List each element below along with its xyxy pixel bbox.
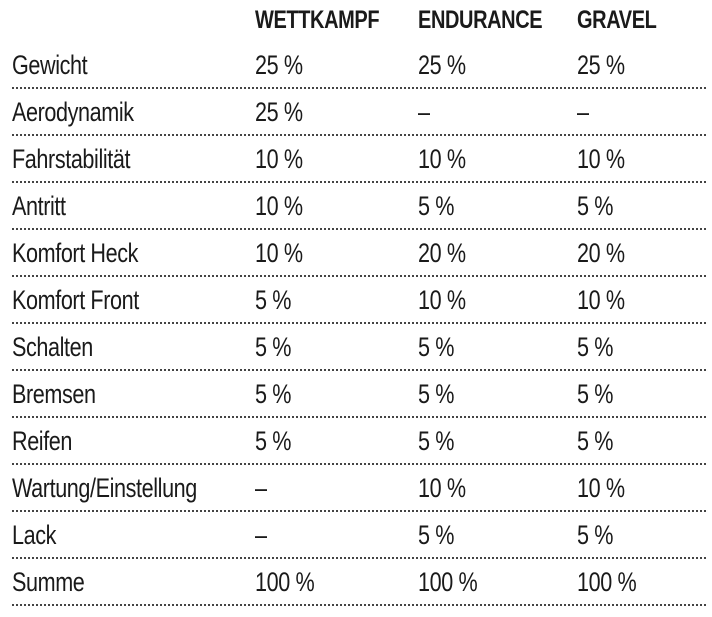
row-label: Reifen	[12, 426, 73, 456]
wettkampf-value: 10 %	[255, 238, 303, 268]
row-label: Komfort Front	[12, 285, 139, 315]
wettkampf-value: –	[255, 520, 267, 550]
row-label: Aerodynamik	[12, 97, 134, 127]
gravel-value: 5 %	[577, 379, 614, 409]
gravel-value: 10 %	[577, 144, 625, 174]
wettkampf-value: 10 %	[255, 191, 303, 221]
row-label: Schalten	[12, 332, 93, 362]
table-row	[0, 277, 712, 324]
wettkampf-value: 100 %	[255, 567, 315, 597]
row-label: Bremsen	[12, 379, 96, 409]
table-header	[0, 0, 712, 42]
wettkampf-value: 5 %	[255, 379, 292, 409]
header-wettkampf: WETTKAMPF	[255, 6, 380, 34]
endurance-value: 25 %	[418, 50, 466, 80]
wettkampf-value: 25 %	[255, 97, 303, 127]
endurance-value: 10 %	[418, 144, 466, 174]
row-label: Fahrstabilität	[12, 144, 131, 174]
endurance-value: 20 %	[418, 238, 466, 268]
wettkampf-value: 5 %	[255, 426, 292, 456]
table-row	[0, 465, 712, 512]
table-row	[0, 230, 712, 277]
table-row	[0, 42, 712, 89]
endurance-value: 10 %	[418, 473, 466, 503]
wettkampf-value: 5 %	[255, 332, 292, 362]
table-row	[0, 371, 712, 418]
table-row	[0, 136, 712, 183]
row-label: Komfort Heck	[12, 238, 139, 268]
gravel-value: 100 %	[577, 567, 637, 597]
gravel-value: –	[577, 97, 589, 127]
wettkampf-value: 10 %	[255, 144, 303, 174]
endurance-value: 5 %	[418, 520, 455, 550]
gravel-value: 5 %	[577, 191, 614, 221]
endurance-value: 100 %	[418, 567, 478, 597]
endurance-value: 5 %	[418, 379, 455, 409]
endurance-value: 5 %	[418, 426, 455, 456]
header-endurance: ENDURANCE	[418, 6, 543, 34]
table-row	[0, 512, 712, 559]
gravel-value: 20 %	[577, 238, 625, 268]
gravel-value: 10 %	[577, 473, 625, 503]
row-label: Antritt	[12, 191, 66, 221]
table-row-total	[0, 559, 712, 606]
endurance-value: 5 %	[418, 332, 455, 362]
gravel-value: 5 %	[577, 426, 614, 456]
gravel-value: 5 %	[577, 332, 614, 362]
endurance-value: 5 %	[418, 191, 455, 221]
gravel-value: 10 %	[577, 285, 625, 315]
row-label: Summe	[12, 567, 85, 597]
row-label: Gewicht	[12, 50, 88, 80]
endurance-value: –	[418, 97, 430, 127]
endurance-value: 10 %	[418, 285, 466, 315]
gravel-value: 25 %	[577, 50, 625, 80]
wettkampf-value: 25 %	[255, 50, 303, 80]
gravel-value: 5 %	[577, 520, 614, 550]
header-gravel: GRAVEL	[577, 6, 657, 34]
table-row	[0, 183, 712, 230]
row-label: Wartung/Einstellung	[12, 473, 197, 503]
table-row	[0, 418, 712, 465]
wettkampf-value: –	[255, 473, 267, 503]
row-label: Lack	[12, 520, 57, 550]
wettkampf-value: 5 %	[255, 285, 292, 315]
table-row	[0, 89, 712, 136]
table-row	[0, 324, 712, 371]
